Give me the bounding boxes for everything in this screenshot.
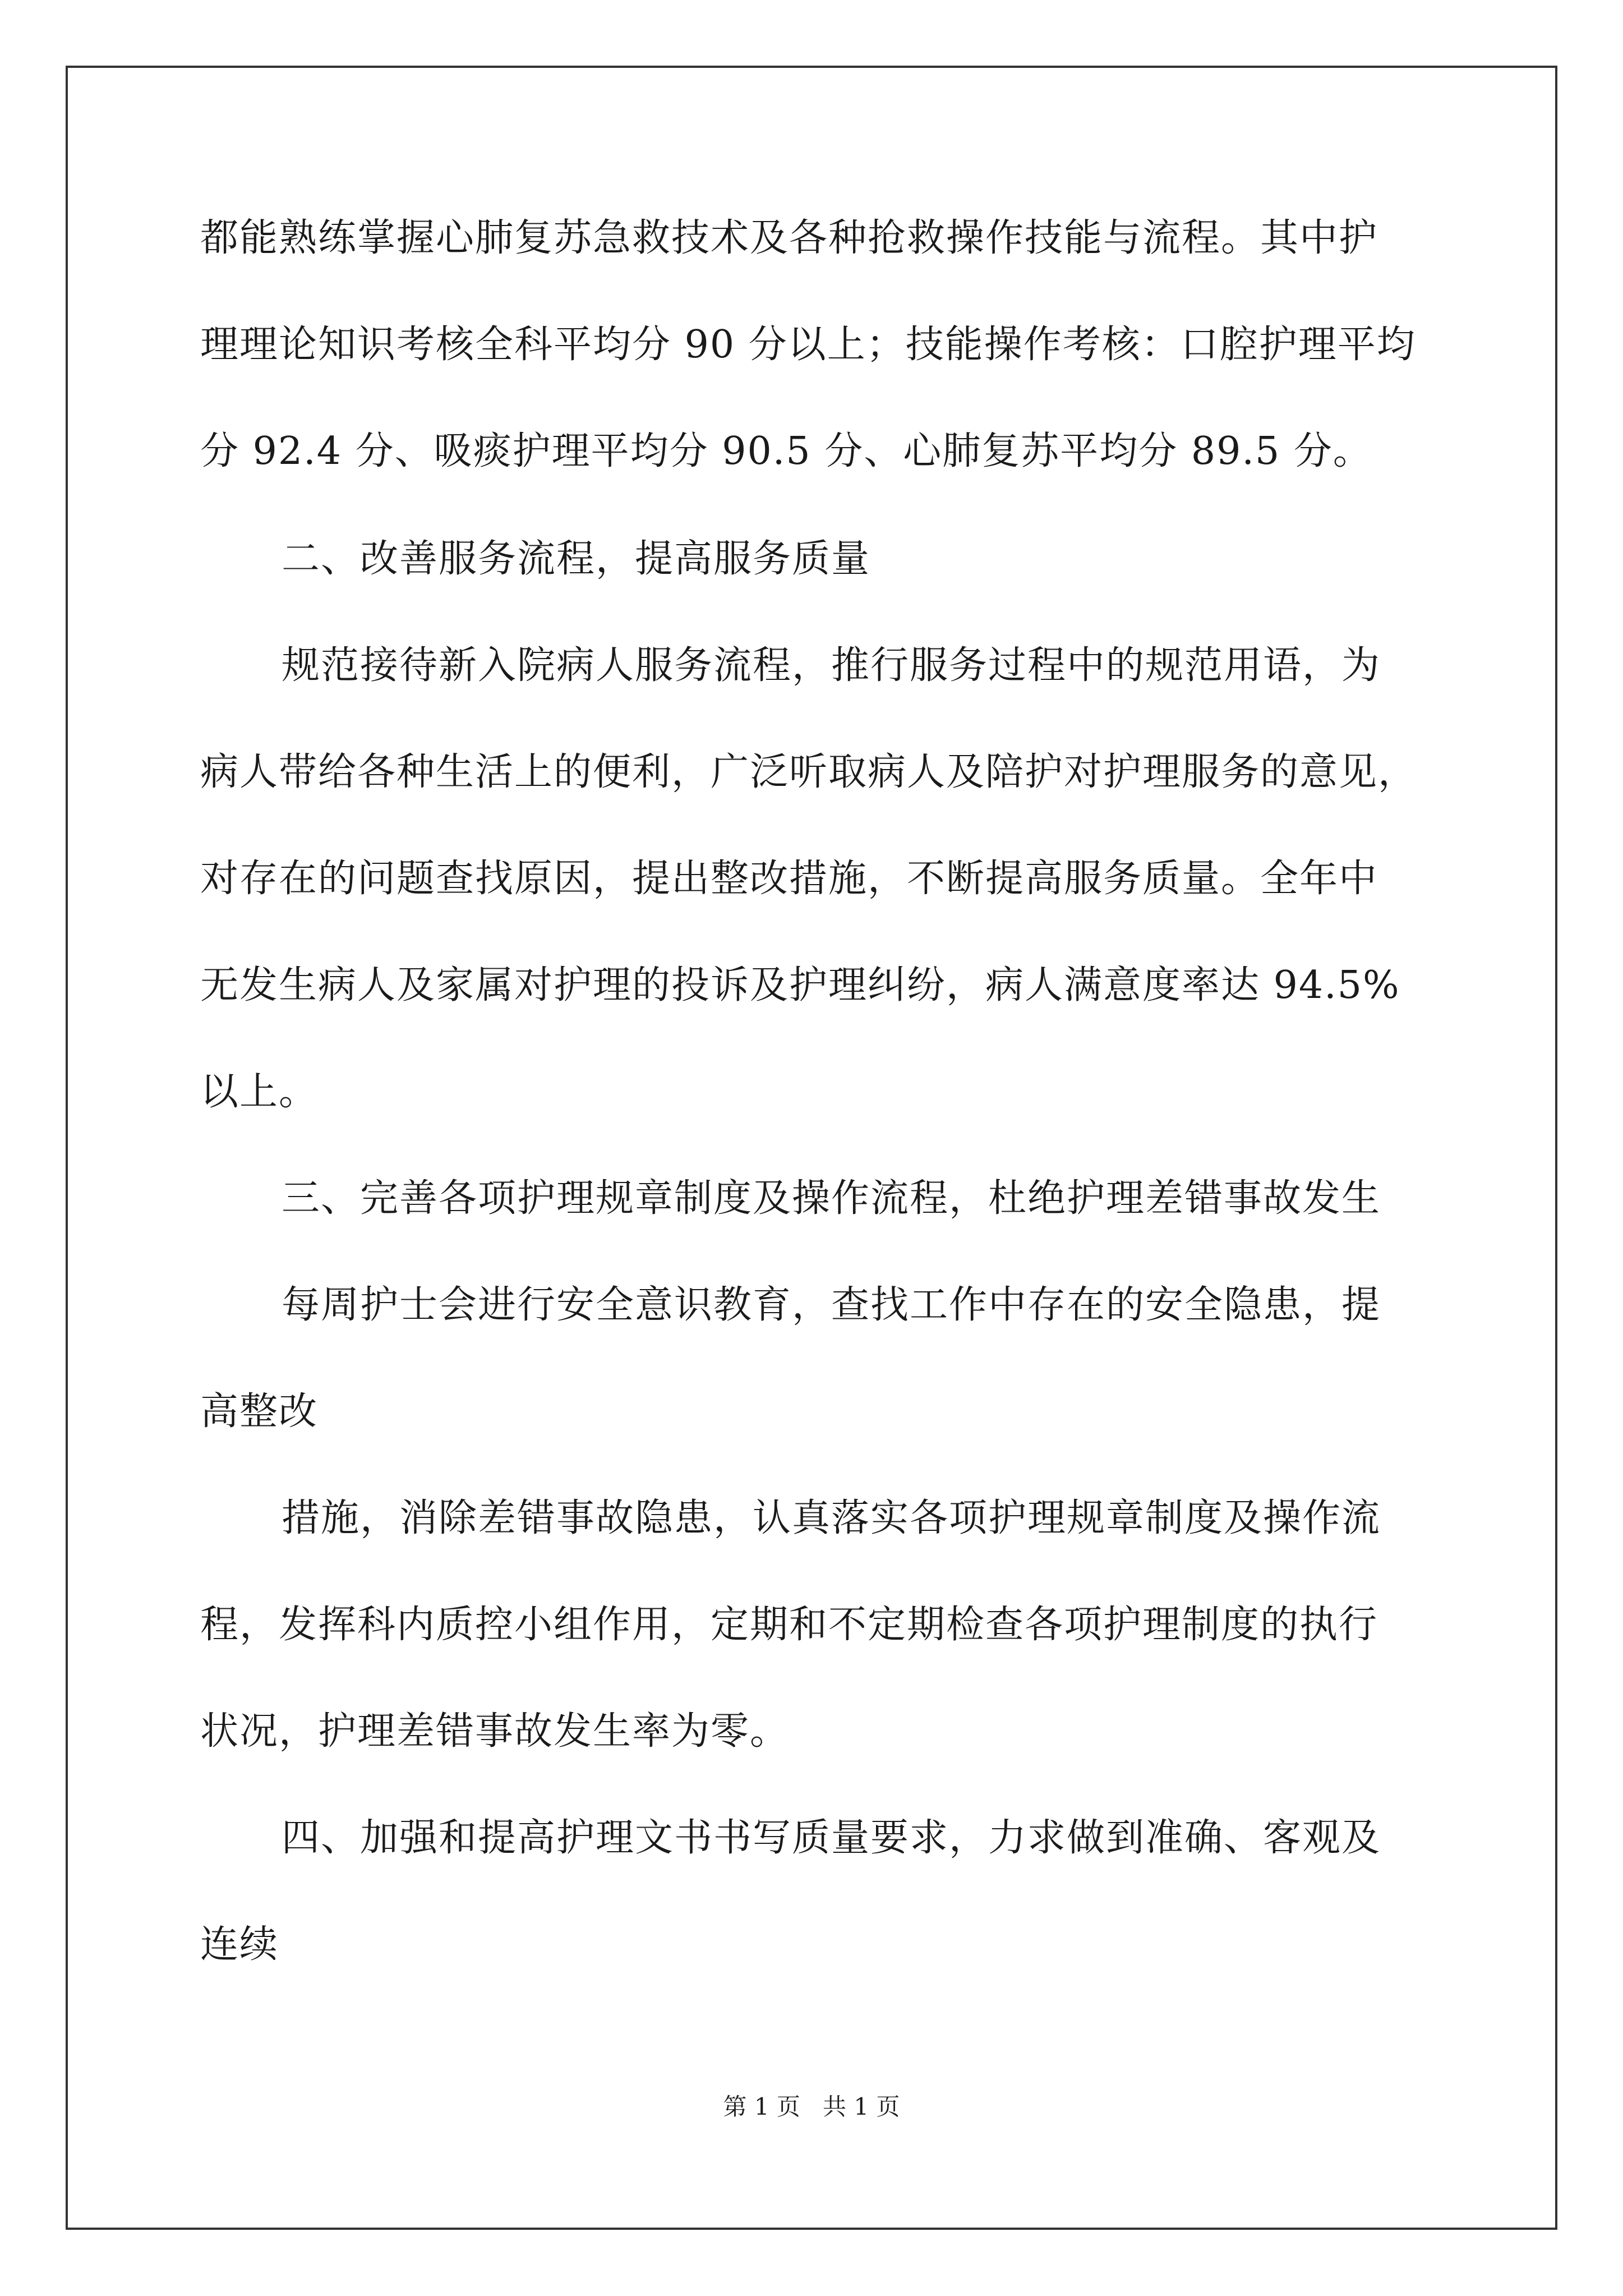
paragraph-first-line: 规范接待新入院病人服务流程，推行服务过程中的规范用语，为 <box>282 643 1381 688</box>
text-line: 状况，护理差错事故发生率为零。 <box>200 1709 790 1754</box>
text-line: 连续 <box>200 1922 279 1967</box>
text-line: 高整改 <box>200 1389 319 1434</box>
page-number-footer: 第 1 页 共 1 页 <box>723 2093 900 2120</box>
text-line: 分 92.4 分、吸痰护理平均分 90.5 分、心肺复苏平均分 89.5 分。 <box>200 429 1372 473</box>
text-line: 程，发挥科内质控小组作用，定期和不定期检查各项护理制度的执行 <box>200 1603 1378 1647</box>
text-line: 对存在的问题查找原因，提出整改措施，不断提高服务质量。全年中 <box>200 857 1378 901</box>
paragraph-first-line: 措施，消除差错事故隐患，认真落实各项护理规章制度及操作流 <box>282 1496 1381 1540</box>
text-line: 病人带给各种生活上的便利，广泛听取病人及陪护对护理服务的意见， <box>200 750 1418 794</box>
page-border <box>66 66 1557 2230</box>
section-heading-4: 四、加强和提高护理文书书写质量要求，力求做到准确、客观及 <box>282 1816 1381 1860</box>
text-line: 无发生病人及家属对护理的投诉及护理纠纷，病人满意度率达 94.5% <box>200 963 1400 1007</box>
section-heading-3: 三、完善各项护理规章制度及操作流程，杜绝护理差错事故发生 <box>282 1176 1381 1221</box>
text-line: 以上。 <box>200 1070 319 1114</box>
paragraph-first-line: 每周护士会进行安全意识教育，查找工作中存在的安全隐患，提 <box>282 1283 1381 1327</box>
text-line: 理理论知识考核全科平均分 90 分以上；技能操作考核：口腔护理平均 <box>200 323 1416 367</box>
text-line: 都能熟练掌握心肺复苏急救技术及各种抢救操作技能与流程。其中护 <box>200 216 1378 260</box>
section-heading-2: 二、改善服务流程，提高服务质量 <box>282 537 871 581</box>
